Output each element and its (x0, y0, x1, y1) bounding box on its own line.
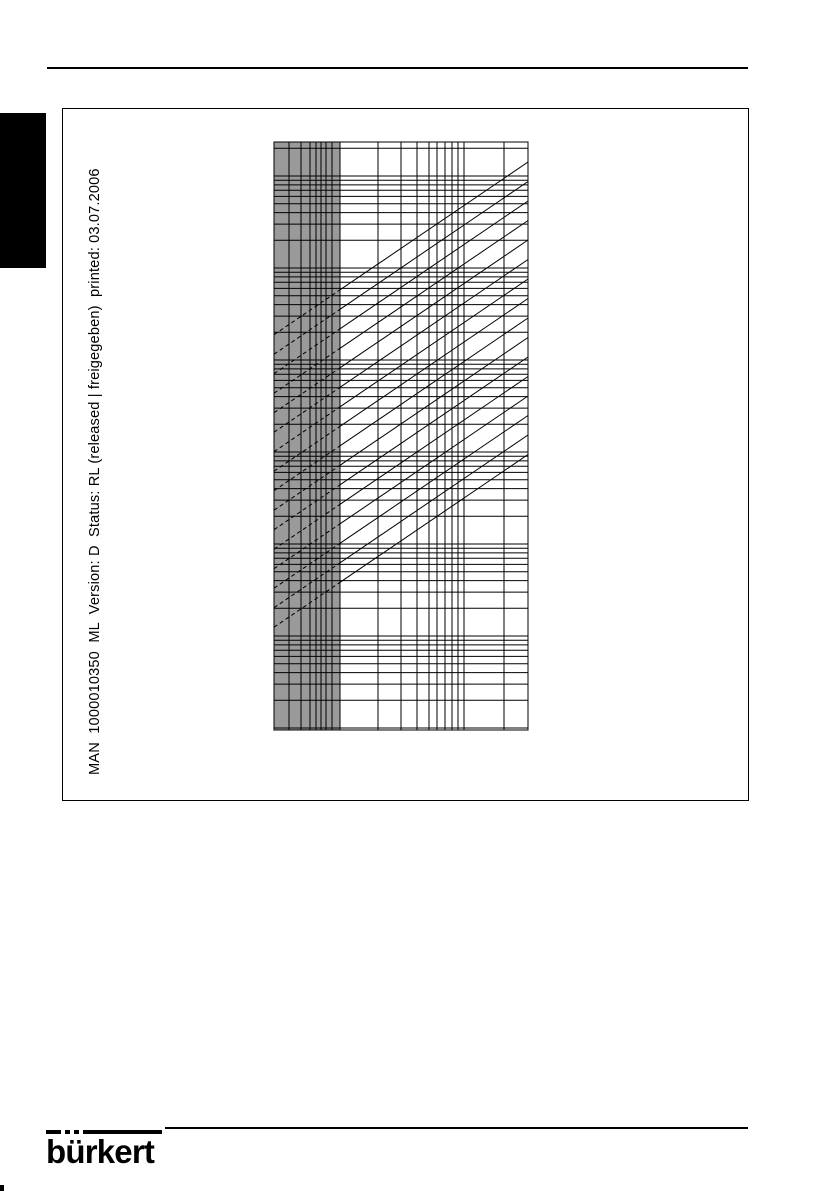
series-line (340, 455, 528, 583)
language-tab-marker (0, 113, 46, 268)
footer-rule (165, 1127, 748, 1129)
series-line (340, 201, 528, 329)
series-line (340, 338, 528, 466)
logo-wordmark: bürkert (46, 1133, 155, 1170)
page-corner-mark (0, 1185, 4, 1191)
series-line (340, 260, 528, 388)
series-line (340, 182, 528, 310)
series-line (340, 377, 528, 505)
series-line (340, 299, 528, 427)
series-line (340, 162, 528, 290)
series-line (340, 357, 528, 485)
header-rule (47, 67, 748, 69)
flow-diagram (272, 140, 530, 732)
series-line (340, 240, 528, 368)
series-line (340, 396, 528, 524)
shaded-region (274, 142, 340, 730)
burkert-logo (46, 1130, 164, 1170)
series-line (340, 318, 528, 446)
series-line (340, 221, 528, 349)
document-status-line: MAN 1000010350 ML Version: D Status: RL (released | freigegeben) printed: 03.07.2006 (87, 168, 103, 775)
